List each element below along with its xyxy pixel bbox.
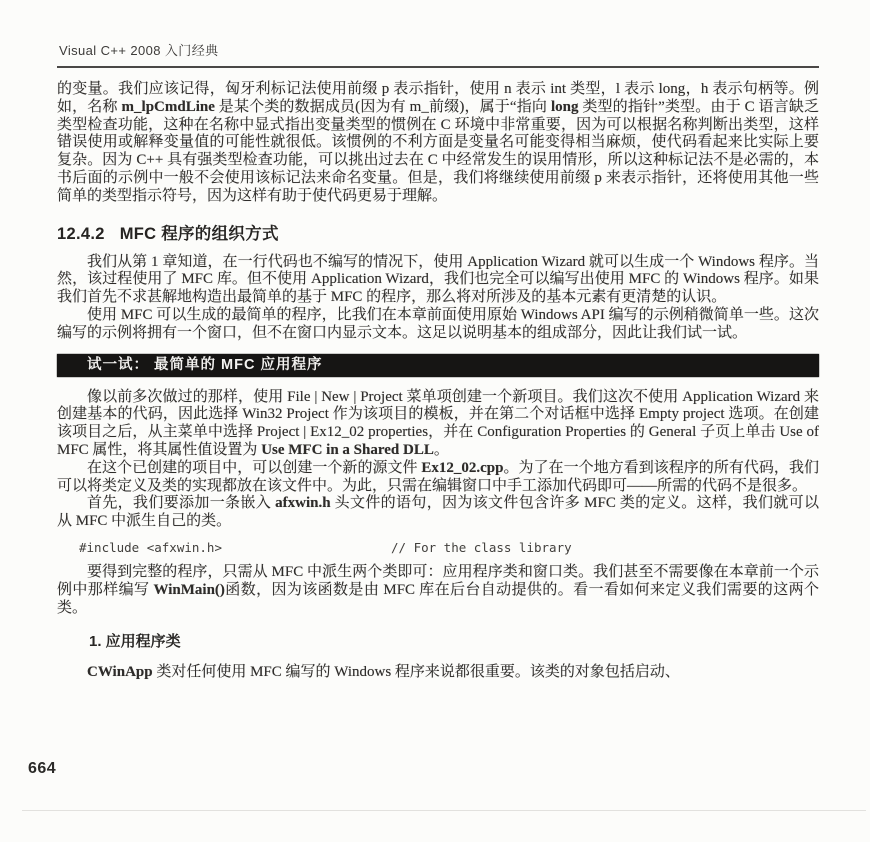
para-hungarian-notation: 的变量。我们应该记得，匈牙利标记法使用前缀 p 表示指针，使用 n 表示 int 类型，l 表示 long，h 表示句柄等。例如，名称 m_lpCmdLine 是某个类的数据成员(因为有 m_前缀)，属于“指向 long 类型的指针”类型。由于 C 语言缺乏类型检查功能，这种在名称中显式指出变量类型的惯例在 C 环境中非常重要，因为可以根据名称判断出类型，这样错误使用或解释变量值的可能性就很低。该惯例的不利方面是变量名可能变得相当麻烦，使代码看起来比实际上要复杂。因为 C++ 具有强类型检查功能，可以挑出过去在 C 中经常发生的误用情形，所以这种标记法不是必需的，本书后面的示例中一般不会使用该标记法来命名变量。但是，我们将继续使用前缀 p 来表示指针，还将使用其他一些简单的类型指示符号，因为这样有助于使代码更易于理解。 bbox=[57, 81, 819, 204]
code-include-directive: #include <afxwin.h> bbox=[79, 539, 222, 555]
para-derive-two-classes: 要得到完整的程序，只需从 MFC 中派生两个类即可：应用程序类和窗口类。我们甚至不需要像在本章前一个示例中那样编写 WinMain()函数，因为该函数是由 MFC 库在后台自动提供的。看一看如何来定义我们需要的这两个类。 bbox=[57, 563, 819, 616]
try-it-banner-label: 试一试： 最简单的 MFC 应用程序 bbox=[87, 356, 323, 373]
page-number: 664 bbox=[28, 760, 57, 777]
running-header bbox=[57, 38, 819, 66]
header-rule bbox=[57, 66, 819, 68]
para-create-source-file: 在这个已创建的项目中，可以创建一个新的源文件 Ex12_02.cpp。为了在一个地方看到该程序的所有代码，我们可以将类定义及类的实现都放在该文件中。为此，只需在编辑窗口中手工添加代码即可——所需的代码不是很多。 bbox=[57, 459, 819, 494]
para-include-header: 首先，我们要添加一条嵌入 afxwin.h 头文件的语句，因为该文件包含许多 MFC 类的定义。这样，我们就可以从 MFC 中派生自己的类。 bbox=[57, 495, 819, 530]
page-bottom-edge bbox=[22, 810, 866, 811]
text-column bbox=[57, 38, 819, 682]
code-snippet bbox=[79, 540, 819, 555]
try-it-banner bbox=[57, 354, 819, 377]
subsection-heading: 1. 应用程序类 bbox=[89, 633, 181, 651]
book-title: Visual C++ 2008 入门经典 bbox=[59, 43, 219, 58]
code-comment: // For the class library bbox=[391, 539, 572, 555]
para-create-project: 像以前多次做过的那样，使用 File | New | Project 菜单项创建一个新项目。我们这次不使用 Application Wizard 来创建基本的代码，因此选择 Win32 Project 作为该项目的模板，并在第二个对话框中选择 Empty project 选项。在创建该项目之后，从主菜单中选择 Project | Ex12_02 properties，并在 Configuration Properties 的 General 子页上单击 Use of MFC 属性，将其属性值设置为 Use MFC in a Shared DLL。 bbox=[57, 388, 819, 458]
section-number: 12.4.2 bbox=[57, 224, 105, 243]
para-simplest-program: 使用 MFC 可以生成的最简单的程序，比我们在本章前面使用原始 Windows API 编写的示例稍微简单一些。这次编写的示例将拥有一个窗口，但不在窗口内显示文本。这足以说明基本的组成部分，因此让我们试一试。 bbox=[57, 306, 819, 341]
para-cwinapp: CWinApp 类对任何使用 MFC 编写的 Windows 程序来说都很重要。该类的对象包括启动、 bbox=[87, 664, 680, 681]
section-title: MFC 程序的组织方式 bbox=[119, 224, 279, 243]
para-application-wizard: 我们从第 1 章知道，在一行代码也不编写的情况下，使用 Application Wizard 就可以生成一个 Windows 程序。当然，该过程使用了 MFC 库。但不使用 Application Wizard，我们也完全可以编写出使用 MFC 的 Windows 程序。如果我们首先不求甚解地构造出最简单的基于 MFC 的程序，那么将对所涉及的基本元素有更清楚的认识。 bbox=[57, 253, 819, 306]
section-heading bbox=[57, 220, 819, 244]
